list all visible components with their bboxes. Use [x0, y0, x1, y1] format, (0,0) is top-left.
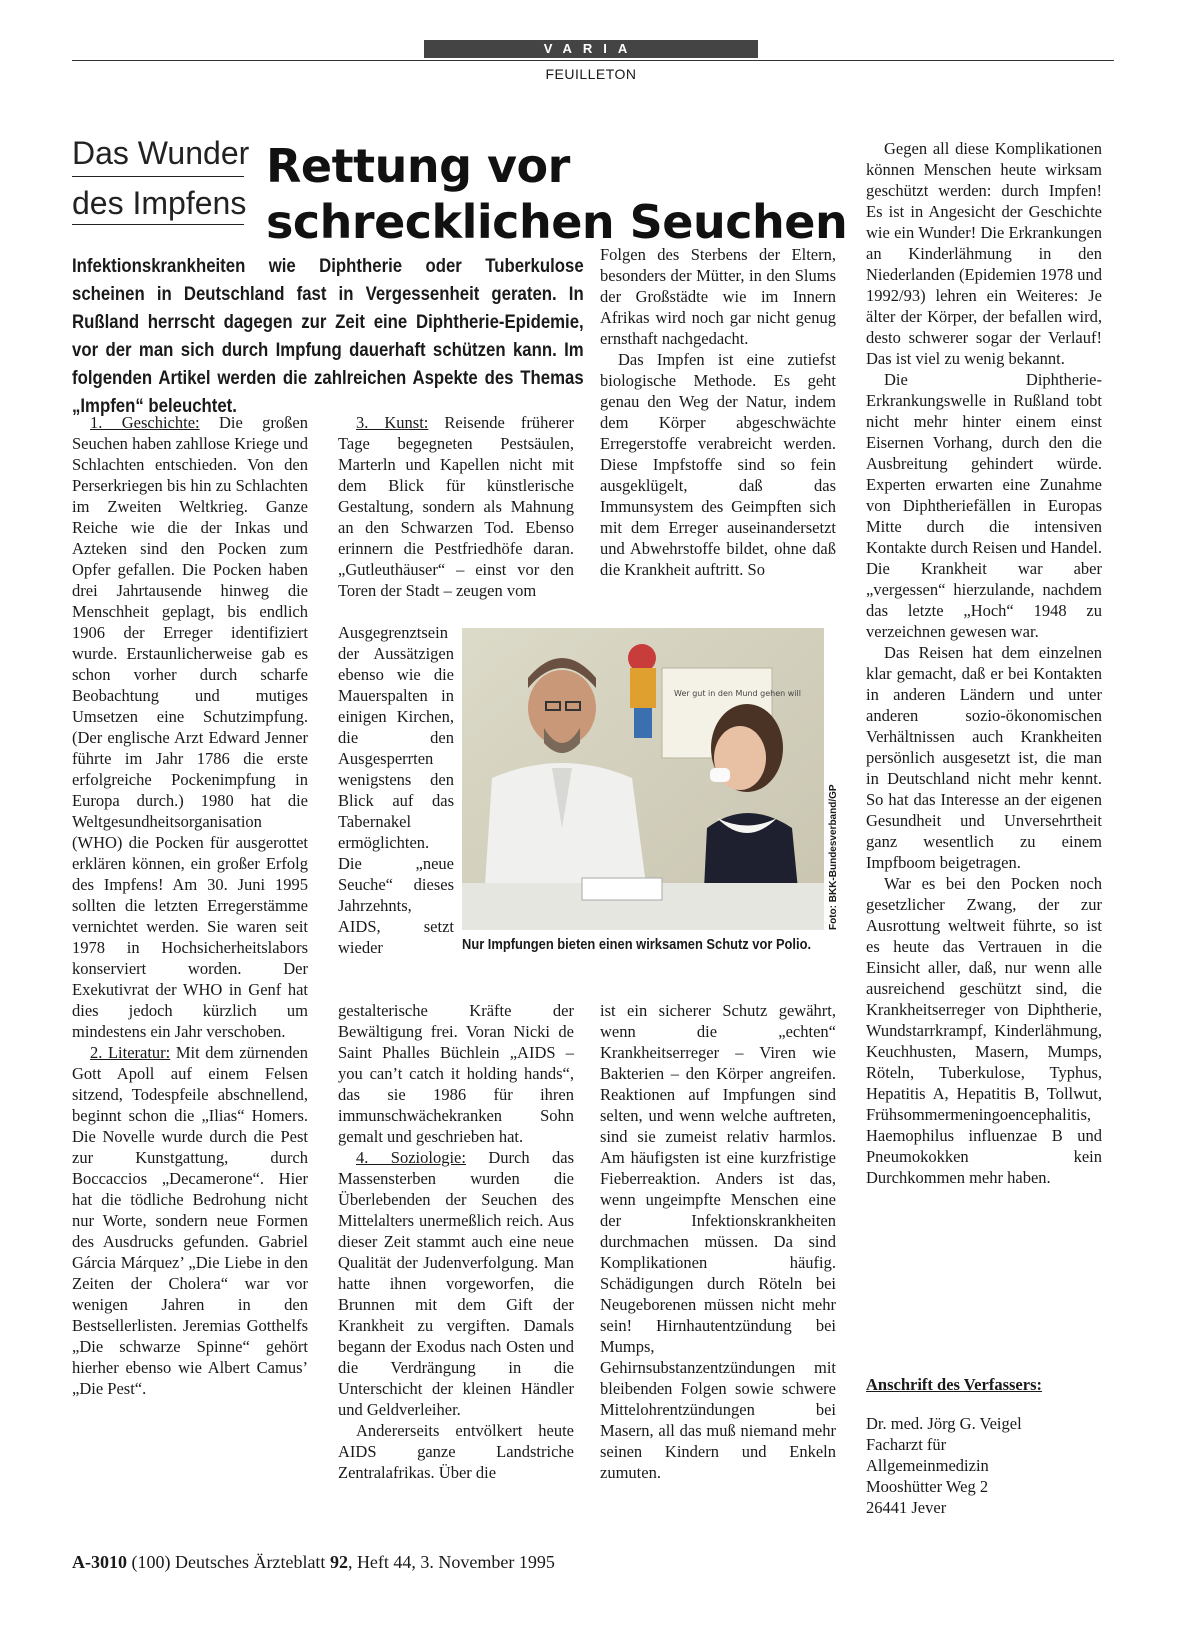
text-kunst-a: Reisende früherer Tage begegneten Pestsäulen, Marterln und Kapellen nicht mit dem Blick für künstlerische Gestaltung, sondern als Mahnung an den Schwarzen Tod. Ebenso erinnern die Pestfriedhöfe daran. „Gutleuthäuser“ – einst vor den Toren der Stadt – zeugen vom	[338, 413, 574, 600]
heading-literatur: 2. Literatur:	[90, 1043, 171, 1062]
photo-credit: Foto: BKK-Bundesverband/GP	[828, 784, 839, 930]
kicker-underline-1	[72, 176, 244, 177]
text-col3-3: ist ein sicherer Schutz gewährt, wenn die „echten“ Krankheitserreger – Viren wie Bakterien – den Körper angreifen. Reaktionen auf Impfungen sind selten, und wenn welche auftreten, sind sie zumeist relativ harmlos. Am häufigsten ist eine kurzfristige Fieberreaktion. Anders ist das, wenn ungeimpfte Menschen eine der Infektionskrankheiten durchmachen müssen. Da sind Komplikationen häufig. Schädigungen durch Röteln bei Neugeborenen müssen nicht mehr sein! Hirnhautentzündung bei Mumps, Gehirnsubstanzentzündungen mit bleibenden Folgen sowie schwere Mittelohrentzündungen bei Masern, all das muß niemand mehr seinen Kindern und Enkeln zumuten.	[600, 1001, 836, 1482]
photo-caption: Nur Impfungen bieten einen wirksamen Schutz vor Polio.	[462, 936, 812, 953]
kicker-underline-2	[72, 224, 244, 225]
column-2-top	[338, 412, 574, 601]
article-lead: Infektionskrankheiten wie Diphtherie oder Tuberkulose scheinen in Deutschland fast in Vergessenheit geraten. In Rußland herrscht dagegen zur Zeit eine Diphtherie-Epidemie, vor der man sich durch Impfung dauerhaft schützen kann. Im folgenden Artikel werden die zahlreichen Aspekte des Themas „Impfen“ beleuchtet.	[72, 255, 584, 417]
address-line: Mooshütter Weg 2	[866, 1477, 989, 1496]
page-footer	[72, 1552, 555, 1573]
text-col4-1: Gegen all diese Komplikationen können Menschen heute wirksam geschützt werden: durch Impfen! Es ist in Angesicht der Geschichte wie ein Wunder! Die Erkrankungen an Kinderlähmung in den Niederlanden (Epidemien 1978 und 1992/93) lehren ein Weiteres: Je älter der Körper, der befallen wird, desto schwerer sogar der Verlauf! Das ist viel zu wenig bekannt.	[866, 139, 1102, 368]
photo-illustration	[462, 628, 824, 930]
section-soziologie	[338, 1147, 574, 1420]
article-title	[266, 138, 861, 250]
text-col4-3: Das Reisen hat dem einzelnen klar gemacht, daß er bei Kontakten in anderen Ländern und unter anderen sozio-ökonomischen Verhältnissen auch Krankheiten persönlich ausgesetzt ist, die man in Deutschland nicht mehr kennt. So hat das Interesse an der eigenen Gesundheit und Unversehrtheit ganz wesentlich zu einem Impfboom beigetragen.	[866, 643, 1102, 872]
footer-journal: (100) Deutsches Ärzteblatt	[131, 1552, 326, 1572]
section-kunst	[338, 412, 574, 601]
heading-geschichte: 1. Geschichte:	[90, 413, 200, 432]
column-4	[866, 138, 1102, 1188]
heading-kunst: 3. Kunst:	[356, 413, 429, 432]
address-heading: Anschrift des Verfassers:	[866, 1375, 1042, 1394]
address-line: Dr. med. Jörg G. Veigel	[866, 1414, 1022, 1433]
text-col4-4: War es bei den Pocken noch gesetzlicher Zwang, der zur Ausrottung weltweit führte, so ist es heute das Vertrauen in die Einsicht aller, daß, nur wenn alle ausreichend geschützt sind, die Krankheitserreger von Diphtherie, Wundstarrkrampf, Kinderlähmung, Keuchhusten, Masern, Mumps, Röteln, Tuberkulose, Typhus, Hepatitis A, Hepatitis B, Tollwut, Frühsommermeningoencephalitis, Haemophilus influenzae B und Pneumokokken kein Durchkommen mehr haben.	[866, 874, 1102, 1187]
kicker-line-1: Das Wunder	[72, 135, 250, 171]
header-rule	[72, 60, 1114, 61]
footer-volume: 92	[329, 1552, 348, 1572]
title-line-1: Rettung vor	[266, 139, 570, 193]
column-2-narrow	[338, 622, 454, 958]
subsection-label: FEUILLETON	[545, 66, 637, 82]
text-col4-2: Die Diphtherie-Erkrankungswelle in Rußland tobt nicht mehr hinter einem einst Eisernen Vorhang, durch den die Ausbreitung gehindert würde. Experten erwarten eine Zunahme von Diphtheriefällen in Europas Mitte durch die intensiven Kontakte durch Reisen und Handel. Die Krankheit war aber „vergessen“ hierzulande, nachdem das letzte „Hoch“ 1948 zu verzeichnen gewesen war.	[866, 370, 1102, 641]
column-2-bottom	[338, 1000, 574, 1483]
text-col3-1: Folgen des Sterbens der Eltern, besonders der Mütter, in den Slums der Großstädte wie im Innern Afrikas wird noch gar nicht genug ernsthaft nachgedacht.	[600, 245, 836, 348]
poster-text: Wer gut in den Mund gehen will	[674, 689, 801, 698]
address-line: 26441 Jever	[866, 1498, 947, 1517]
section-literatur	[72, 1042, 308, 1399]
title-line-2: schrecklichen Seuchen	[266, 195, 848, 249]
page-number: A-3010	[72, 1552, 127, 1572]
column-3-bottom	[600, 1000, 836, 1483]
address-line: Allgemeinmedizin	[866, 1456, 989, 1475]
column-1	[72, 412, 308, 1399]
footer-issue: , Heft 44, 3. November 1995	[347, 1552, 555, 1572]
text-literatur: Mit dem zürnenden Gott Apoll auf einem Felsen sitzend, Todespfeile abschnellend, beginnt schon die „Ilias“ Homers. Die Novelle wurde durch die Pest zur Kunstgattung, durch Boccaccios „Decamerone“. Hier hat die tödliche Bedrohung nicht nur Worte, sondern neue Formen des Ausdrucks gefunden. Gabriel Gárcia Márquez’ „Die Liebe in den Zeiten der Cholera“ war vor wenigen Jahren in den Bestsellerlisten. Jeremias Gotthelfs „Die schwarze Spinne“ gehört hierher ebenso wie Albert Camus’ „Die Pest“.	[72, 1043, 308, 1398]
text-kunst-c: gestalterische Kräfte der Bewältigung frei. Voran Nicki de Saint Phalles Büchlein „AIDS – you can’t catch it holding hands“, das sie 1986 für ihren immunschwächekranken Sohn gemalt und geschrieben hat.	[338, 1001, 574, 1146]
text-soziologie: Durch das Massensterben wurden die Überlebenden der Seuchen des Mittelalters unermeßlich reich. Aus dieser Zeit stammt auch eine neue Qualität der Judenverfolgung. Man hatte ihnen vorgeworfen, die Brunnen mit dem Gift der Krankheit zu vergiften. Damals begann der Exodus nach Osten und die Verdrängung in die Unterschicht der kleinen Händler und Geldverleiher.	[338, 1148, 574, 1419]
section-geschichte	[72, 412, 308, 1042]
kicker-line-2: des Impfens	[72, 185, 247, 221]
heading-soziologie: 4. Soziologie:	[356, 1148, 466, 1167]
section-label: VARIA	[424, 40, 758, 58]
author-address	[866, 1374, 1102, 1518]
article-photo	[462, 628, 824, 930]
column-3-top	[600, 244, 836, 580]
address-line: Facharzt für	[866, 1435, 947, 1454]
text-kunst-b: Ausgegrenztsein der Aussätzigen ebenso wie die Mauerspalten in einigen Kirchen, die den Ausgesperrten wenigstens den Blick auf das Tabernakel ermöglichten. Die „neue Seuche“ dieses Jahrzehnts, AIDS, setzt wieder	[338, 623, 454, 957]
text-geschichte: Die großen Seuchen haben zahllose Kriege und Schlachten entschieden. Von den Perserkriegen bis hin zu Schlachten im Zweiten Weltkrieg. Ganze Reiche wie die der Inkas und Azteken sind den Pocken zum Opfer gefallen. Die Pocken haben drei Jahrtausende hinweg die Menschheit geplagt, bis endlich 1906 der Erreger identifiziert wurde. Erstaunlicherweise gab es schon vorher durch scharfe Beobachtung und mutiges Umsetzen eine Schutzimpfung. (Der englische Arzt Edward Jenner führte im Jahr 1786 die erste erfolgreiche Pockenimpfung in Europa durch.) 1980 hat die Weltgesundheitsorganisation (WHO) die Pocken für ausgerottet erklären können, ein großer Erfolg des Impfens! Am 30. Juni 1995 sollten die letzten Erregerstämme vernichtet werden. Sie waren seit 1978 in Hochsicherheitslabors konserviert worden. Der Exekutivrat der WHO in Genf hat dies jedoch kürzlich um mindestens ein Jahr verschoben.	[72, 413, 308, 1041]
text-aids: Andererseits entvölkert heute AIDS ganze Landstriche Zentralafrikas. Über die	[338, 1421, 574, 1482]
text-col3-2: Das Impfen ist eine zutiefst biologische Methode. Es geht genau den Weg der Natur, indem dem Körper abgeschwächte Erregerstoffe verabreicht werden. Diese Impfstoffe sind so fein ausgeklügelt, daß das Immunsystem des Geimpften sich mit dem Erreger auseinandersetzt und Abwehrstoffe bildet, ohne daß die Krankheit auftritt. So	[600, 350, 836, 579]
